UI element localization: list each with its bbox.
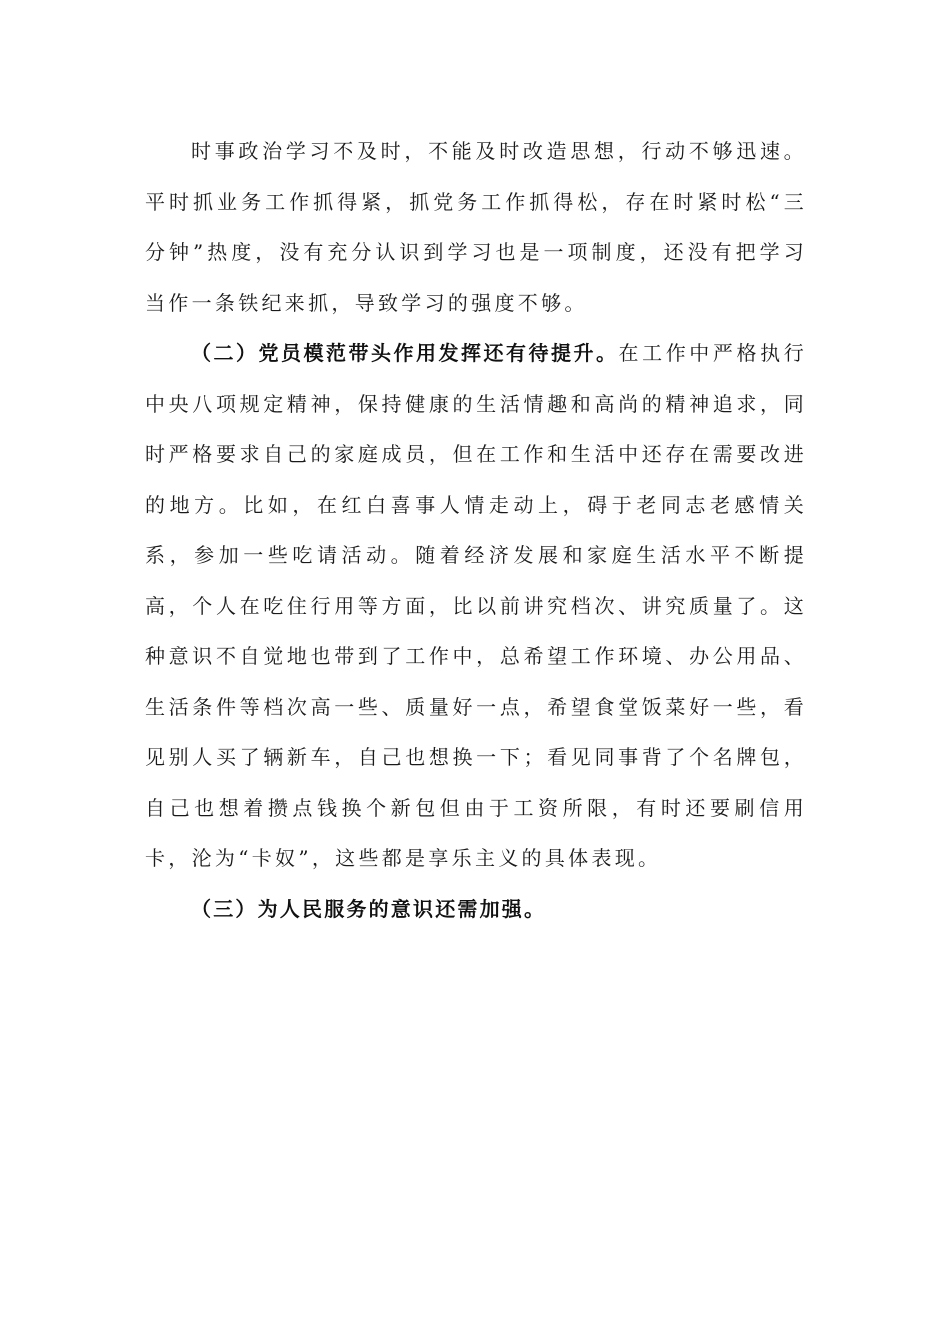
section-heading-two: （二）党员模范带头作用发挥还有待提升。 (191, 341, 619, 365)
paragraph-text: 时事政治学习不及时，不能及时改造思想，行动不够迅速。平时抓业务工作抓得紧，抓党务工作抓得松，存在时紧时松“三分钟”热度，没有充分认识到学习也是一项制度，还没有把学习当作一条铁纪来抓，导致学习的强度不够。 (145, 139, 807, 315)
section-heading-three: （三）为人民服务的意识还需加强。 (191, 896, 547, 921)
paragraph-text: 在工作中严格执行中央八项规定精神，保持健康的生活情趣和高尚的精神追求，同时严格要求自己的家庭成员，但在工作和生活中还存在需要改进的地方。比如，在红白喜事人情走动上，碍于老同志老感情关系，参加一些吃请活动。随着经济发展和家庭生活水平不断提高，个人在吃住行用等方面，比以前讲究档次、讲究质量了。这种意识不自觉地也带到了工作中，总希望工作环境、办公用品、生活条件等档次高一些、质量好一点，希望食堂饭菜好一些，看见别人买了辆新车，自己也想换一下；看见同事背了个名牌包，自己也想着攒点钱换个新包但由于工资所限，有时还要刷信用卡，沦为“卡奴”，这些都是享乐主义的具体表现。 (145, 341, 807, 870)
paragraph-study-timeliness (145, 126, 807, 328)
paragraph-party-member-role (145, 328, 807, 884)
paragraph-serve-people (145, 884, 807, 935)
document-body (145, 126, 807, 934)
